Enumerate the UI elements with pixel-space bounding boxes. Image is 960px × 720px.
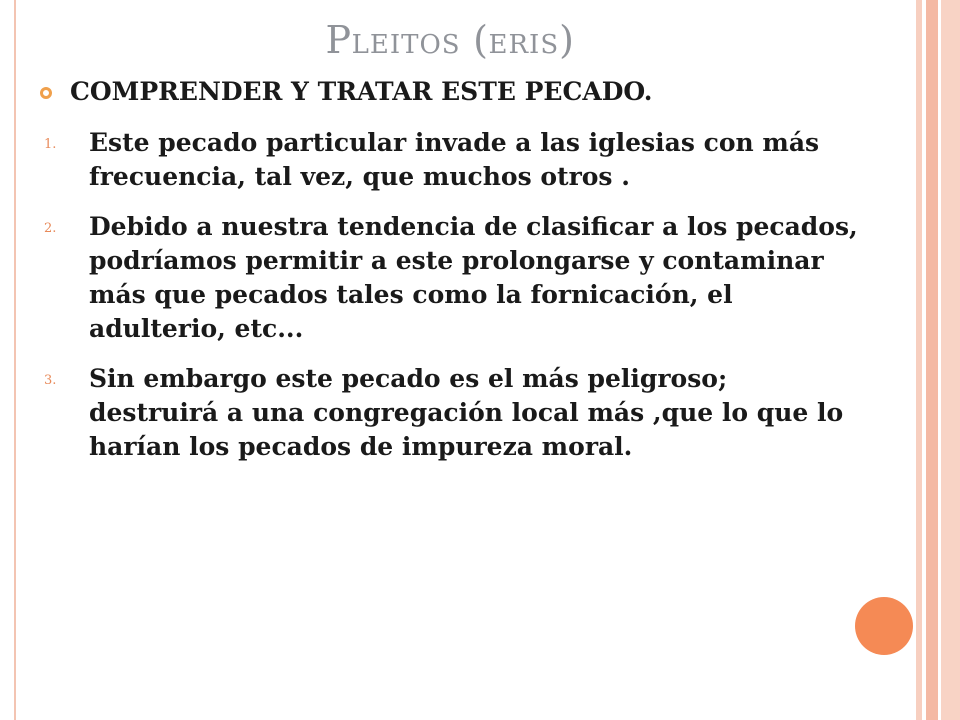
main-bullet-text: COMPRENDER Y TRATAR ESTE PECADO. bbox=[70, 77, 653, 106]
list-item-text: Debido a nuestra tendencia de clasificar a los pecados, podríamos permitir a este prolongarse y contaminar más que pecados tales como la fornicación, el adulterio, etc... bbox=[89, 212, 858, 343]
orange-circle-decoration bbox=[855, 597, 913, 655]
list-item-number: 1. bbox=[44, 137, 57, 152]
numbered-list bbox=[44, 126, 864, 480]
left-decorative-line bbox=[14, 0, 16, 720]
slide-title: PLEITOS (ERIS) bbox=[325, 18, 575, 62]
list-item bbox=[44, 126, 864, 194]
main-bullet bbox=[40, 77, 652, 106]
ring-bullet-icon bbox=[40, 87, 52, 99]
list-item-number: 2. bbox=[44, 221, 57, 236]
list-item bbox=[44, 210, 864, 346]
right-decorative-stripes bbox=[916, 0, 960, 720]
list-item-number: 3. bbox=[44, 373, 57, 388]
list-item-text: Este pecado particular invade a las iglesias con más frecuencia, tal vez, que muchos otros . bbox=[89, 128, 820, 191]
list-item-text: Sin embargo este pecado es el más peligroso; destruirá a una congregación local más ,que lo que lo harían los pecados de impureza moral. bbox=[89, 364, 844, 461]
list-item bbox=[44, 362, 864, 464]
